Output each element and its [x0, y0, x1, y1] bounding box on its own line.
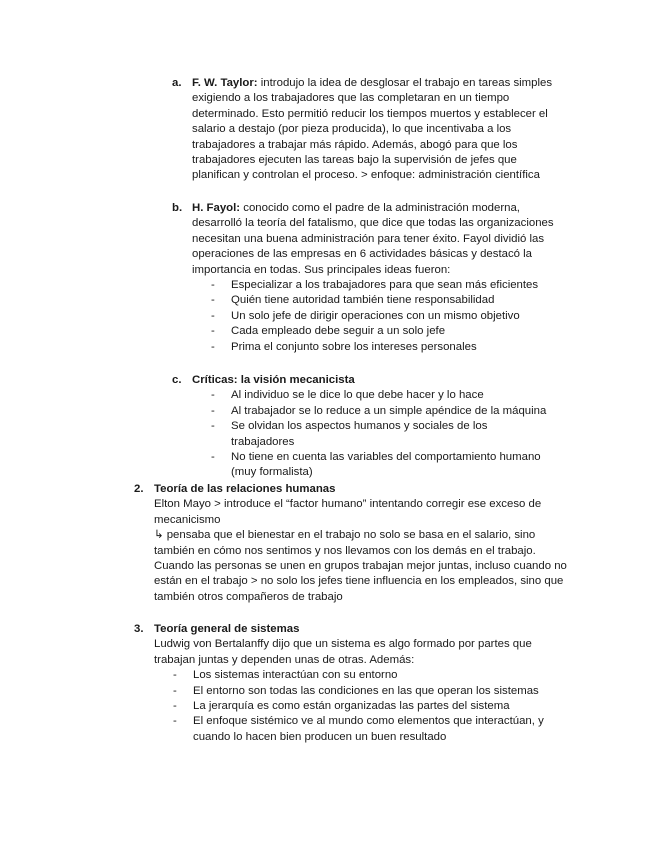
- section-2-para2: ↳ pensaba que el bienestar en el trabajo no solo se basa en el salario, sino también en cómo nos sentimos y nos llevamos con los demás en el trabajo. Cuando las personas se unen en grupos trabajan mejor juntas, incluso cuando no están en el trabajo > no solo los jefes tiene influencia en los empleados, sino que también otros compañeros de trabajo: [154, 529, 567, 603]
- dash-bullet: -: [211, 309, 215, 322]
- section-c: [172, 373, 572, 481]
- section-b-list: [211, 278, 572, 355]
- list-item: - Prima el conjunto sobre los intereses personales: [211, 340, 572, 355]
- dash-bullet: -: [173, 669, 177, 682]
- section-c-marker: c.: [172, 374, 182, 386]
- list-item: - El entorno son todas las condiciones en las que operan los sistemas: [173, 684, 554, 699]
- section-a-text: introdujo la idea de desglosar el trabajo en tareas simples exigiendo a los trabajadores que las completaran en un tiempo determinado. Esto permitió reducir los tiempos muertos y establecer el salario a destajo (por pieza producida), lo que incentivaba a los trabajadores a trabajar más rápido. Además, abogó para que los trabajadores ejecuten las tareas bajo la supervisión de jefes que planifican y controlan el proceso. > enfoque: administración científica: [192, 77, 553, 182]
- section-a: [172, 76, 567, 184]
- dash-bullet: -: [211, 325, 215, 338]
- list-item: - No tiene en cuenta las variables del comportamiento humano (muy formalista): [211, 451, 541, 479]
- section-3-list: [173, 668, 554, 745]
- list-item: - Un solo jefe de dirigir operaciones con un mismo objetivo: [211, 309, 572, 324]
- list-item: - Cada empleado debe seguir a un solo jefe: [211, 324, 572, 339]
- list-item: - Los sistemas interactúan con su entorno: [173, 668, 554, 683]
- list-item: - Se olvidan los aspectos humanos y sociales de los trabajadores: [211, 420, 488, 448]
- list-item: - Al individuo se le dice lo que debe hacer y lo hace: [211, 388, 551, 403]
- dash-bullet: -: [211, 389, 215, 402]
- list-item: - Quién tiene autoridad también tiene responsabilidad: [211, 293, 572, 308]
- section-2-title: Teoría de las relaciones humanas: [154, 483, 336, 495]
- section-b-paragraph: [192, 201, 572, 278]
- section-2-para1: Elton Mayo > introduce el “factor humano” intentando corregir ese exceso de mecanicismo: [154, 498, 542, 526]
- section-c-list: [211, 388, 551, 480]
- list-item: - La jerarquía es como están organizadas las partes del sistema: [173, 699, 554, 714]
- section-3-title: Teoría general de sistemas: [154, 623, 300, 635]
- section-3-intro: Ludwig von Bertalanffy dijo que un sistema es algo formado por partes que trabajan juntas y dependen unas de otras. Además:: [154, 638, 532, 666]
- list-item: - Al trabajador se lo reduce a un simple apéndice de la máquina: [211, 404, 551, 419]
- section-a-title: F. W. Taylor:: [192, 77, 258, 89]
- section-3: [134, 622, 554, 745]
- dash-bullet: -: [211, 340, 215, 353]
- dash-bullet: -: [211, 404, 215, 417]
- dash-bullet: -: [173, 684, 177, 697]
- section-2: [134, 482, 574, 605]
- dash-bullet: -: [173, 700, 177, 713]
- section-3-content: [154, 622, 554, 745]
- list-item: - Especializar a los trabajadores para que sean más eficientes: [211, 278, 572, 293]
- section-2-content: [154, 482, 574, 605]
- dash-bullet: -: [173, 715, 177, 728]
- dash-bullet: -: [211, 420, 215, 433]
- section-a-marker: a.: [172, 77, 182, 89]
- dash-bullet: -: [211, 451, 215, 464]
- section-b-text: conocido como el padre de la administración moderna, desarrolló la teoría del fatalismo, que dice que todas las organizaciones necesitan una buena administración para tener éxito. Fayol dividió las operaciones de las empresas en 6 actividades básicas y destacó la importancia en todas. Sus principales ideas fueron:: [192, 202, 554, 276]
- section-b-marker: b.: [172, 202, 183, 214]
- section-b-title: H. Fayol:: [192, 202, 241, 214]
- dash-bullet: -: [211, 279, 215, 292]
- dash-bullet: -: [211, 294, 215, 307]
- section-2-marker: 2.: [134, 483, 144, 495]
- section-c-title: Críticas: la visión mecanicista: [192, 374, 355, 386]
- list-item: - El enfoque sistémico ve al mundo como elementos que interactúan, y cuando lo hacen bien producen un buen resultado: [173, 715, 544, 743]
- section-3-marker: 3.: [134, 623, 144, 635]
- section-b: [172, 201, 572, 355]
- section-a-paragraph: [192, 76, 567, 184]
